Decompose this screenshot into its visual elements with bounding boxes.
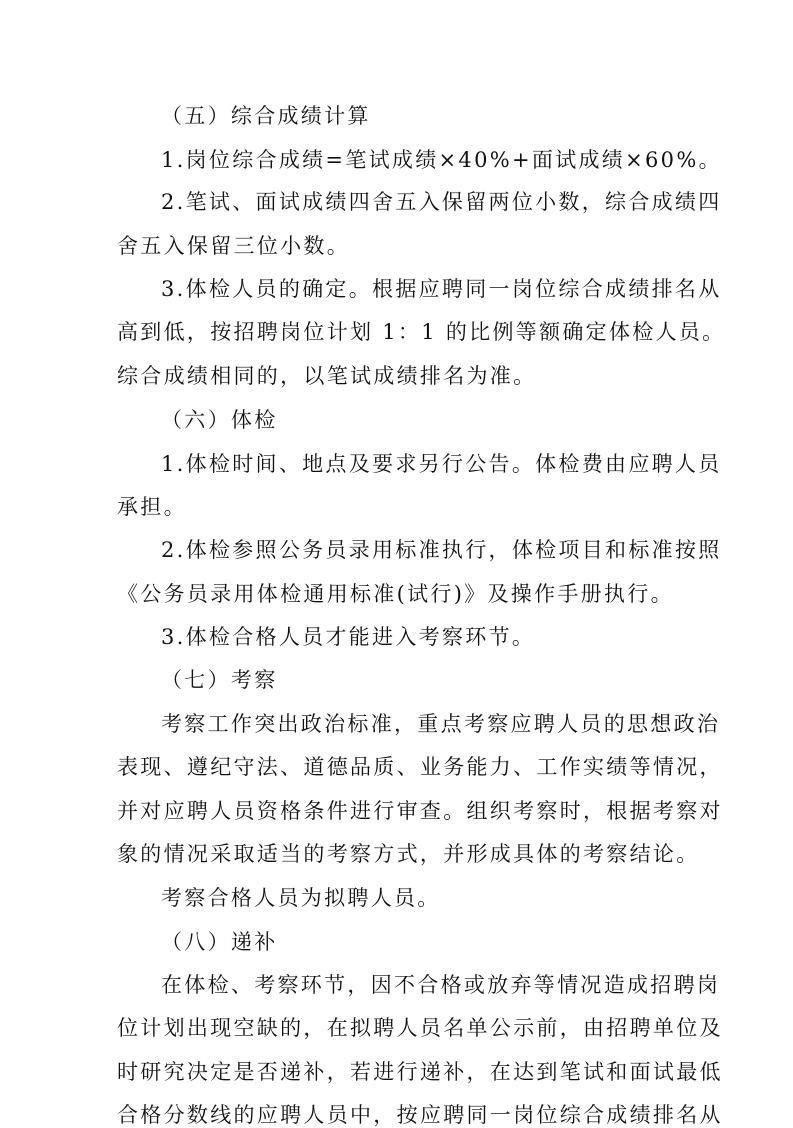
paragraph-line: 1.体检时间、地点及要求另行公告。体检费由应聘人员 (161, 452, 722, 476)
paragraph-line: 3.体检合格人员才能进入考察环节。 (161, 625, 536, 649)
paragraph-line: 《公务员录用体检通用标准(试行)》及操作手册执行。 (117, 582, 674, 606)
paragraph-line: 象的情况采取适当的考察方式，并形成具体的考察结论。 (117, 842, 700, 866)
paragraph-line: 合格分数线的应聘人员中，按应聘同一岗位综合成绩排名从 (117, 1103, 723, 1127)
paragraph-line: 2.体检参照公务员录用标准执行，体检项目和标准按照 (161, 538, 722, 562)
section-heading-6: （六）体检 (161, 408, 278, 432)
section-heading-7: （七）考察 (161, 668, 278, 692)
paragraph-line: 3.体检人员的确定。根据应聘同一岗位综合成绩排名从 (161, 277, 722, 301)
paragraph-line: 1.岗位综合成绩=笔试成绩×40%+面试成绩×60%。 (161, 148, 722, 172)
paragraph-line: 综合成绩相同的，以笔试成绩排名为准。 (117, 364, 537, 388)
section-heading-5: （五）综合成绩计算 (161, 104, 371, 128)
paragraph-line: 高到低，按招聘岗位计划 1：1 的比例等额确定体检人员。 (117, 320, 726, 344)
paragraph-line: 2.笔试、面试成绩四舍五入保留两位小数，综合成绩四 (161, 190, 722, 214)
paragraph-line: 位计划出现空缺的，在拟聘人员名单公示前，由招聘单位及 (117, 1016, 723, 1040)
section-heading-8: （八）递补 (161, 930, 278, 954)
paragraph-line: 在体检、考察环节，因不合格或放弃等情况造成招聘岗 (161, 973, 721, 997)
paragraph-line: 并对应聘人员资格条件进行审查。组织考察时，根据考察对 (117, 799, 723, 823)
paragraph-line: 舍五入保留三位小数。 (117, 234, 350, 258)
paragraph-line: 考察合格人员为拟聘人员。 (161, 886, 441, 910)
paragraph-line: 表现、遵纪守法、道德品质、业务能力、工作实绩等情况， (117, 755, 723, 779)
paragraph-line: 承担。 (117, 495, 187, 519)
paragraph-line: 考察工作突出政治标准，重点考察应聘人员的思想政治 (161, 712, 721, 736)
paragraph-line: 时研究决定是否递补，若进行递补，在达到笔试和面试最低 (117, 1060, 723, 1084)
